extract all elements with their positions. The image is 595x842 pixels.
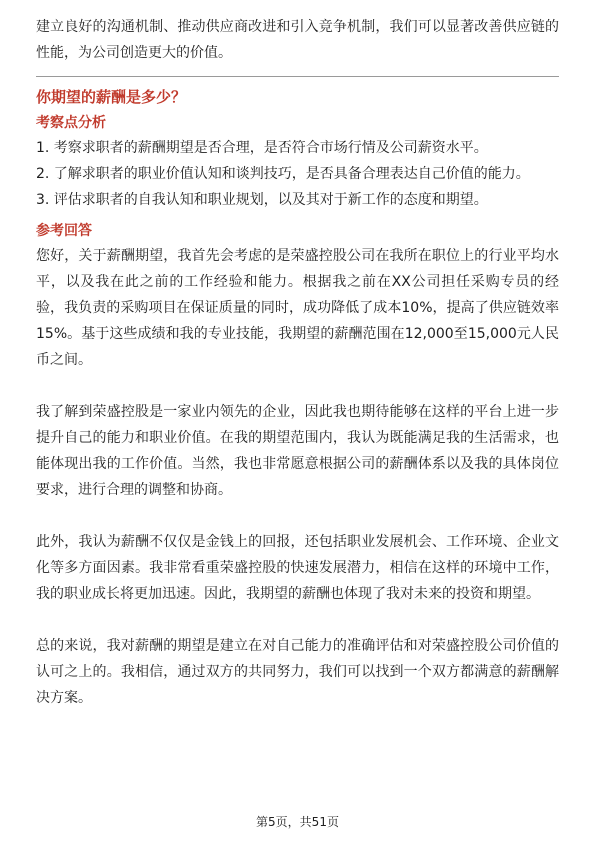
- question-heading: 你期望的薪酬是多少？: [36, 88, 187, 106]
- analysis-item: 3. 评估求职者的自我认知和职业规划，以及其对于新工作的态度和期望。: [36, 192, 488, 208]
- answer-paragraph: 总的来说，我对薪酬的期望是建立在对自己能力的准确评估和对荣盛控股公司价值的认可之上的。我相信，通过双方的共同努力，我们可以找到一个双方都满意的薪酬解决方案。: [36, 638, 559, 706]
- answer-paragraph: 此外，我认为薪酬不仅仅是金钱上的回报，还包括职业发展机会、工作环境、企业文化等多方面因素。我非常看重荣盛控股的快速发展潜力，相信在这样的环境中工作，我的职业成长将更加迅速。因此，我期望的薪酬也体现了我对未来的投资和期望。: [36, 534, 559, 602]
- analysis-list: [36, 135, 559, 213]
- analysis-heading: 考察点分析: [36, 115, 106, 131]
- answer-paragraph: 我了解到荣盛控股是一家业内领先的企业，因此我也期待能够在这样的平台上进一步提升自己的能力和职业价值。在我的期望范围内，我认为既能满足我的生活需求，也能体现出我的工作价值。当然，我也非常愿意根据公司的薪酬体系以及我的具体岗位要求，进行合理的调整和协商。: [36, 404, 559, 498]
- analysis-item: 2. 了解求职者的职业价值认知和谈判技巧，是否具备合理表达自己价值的能力。: [36, 166, 530, 182]
- analysis-item: 1. 考察求职者的薪酬期望是否合理，是否符合市场行情及公司薪资水平。: [36, 140, 488, 156]
- answer-paragraph: 您好，关于薪酬期望，我首先会考虑的是荣盛控股公司在我所在职位上的行业平均水平，以及我在此之前的工作经验和能力。根据我之前在XX公司担任采购专员的经验，我负责的采购项目在保证质量的同时，成功降低了成本10%，提高了供应链效率15%。基于这些成绩和我的专业技能，我期望的薪酬范围在12,000至15,000元人民币之间。: [36, 248, 559, 368]
- intro-paragraph: 建立良好的沟通机制、推动供应商改进和引入竞争机制，我们可以显著改善供应链的性能，为公司创造更大的价值。: [36, 19, 559, 61]
- page-number: 第5页，共51页: [256, 815, 339, 829]
- answer-body: [36, 243, 559, 711]
- answer-heading: 参考回答: [36, 223, 92, 239]
- page-content: [36, 14, 559, 711]
- section-divider: [36, 76, 559, 77]
